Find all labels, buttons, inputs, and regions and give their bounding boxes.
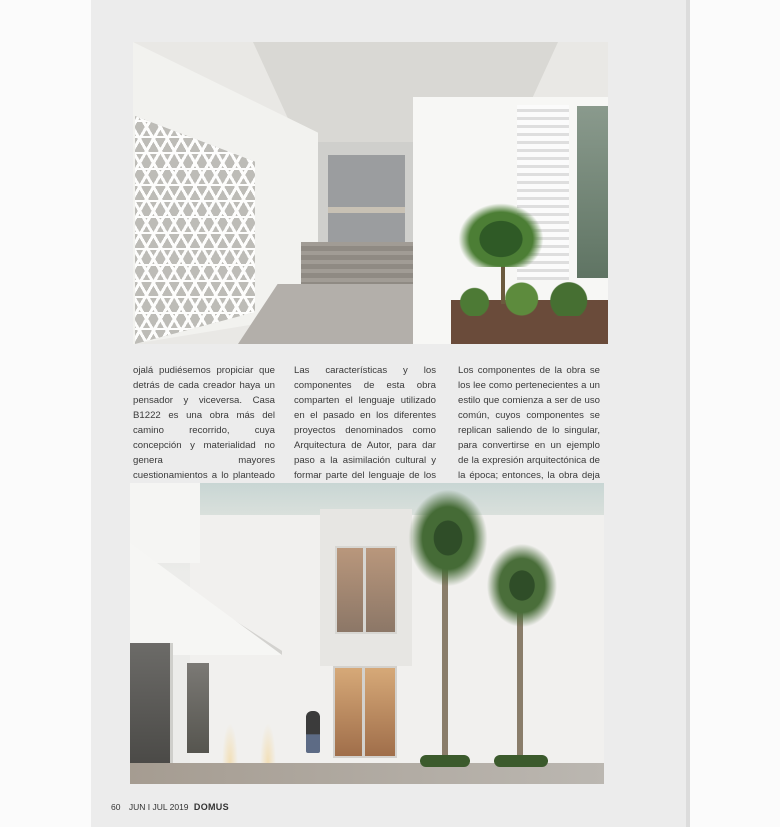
page-footer (111, 802, 235, 812)
text-column-2: Las características y los componentes de esta obra comparten el lenguaje utilizado en el pasado en los diferentes proyectos denominados como Arquitectura de Autor, para dar paso a la asimilación cultural y formar parte del lenguaje de los (294, 365, 436, 481)
photo-groundcover (451, 282, 608, 316)
photo-palm-plant (451, 197, 551, 267)
text-column-3: Los componentes de la obra se los lee como pertenecientes a un estilo que comienza a ser de uso común, cuyos componentes se replican saliendo de lo singular, para convertirse en un ejemplo de la expresión arquitectónica de la época; entonces, la obra deja (458, 365, 600, 481)
photo-front-door (328, 155, 405, 243)
photo-upper-window (335, 546, 397, 634)
issue-date: JUN I JUL 2019 (128, 802, 189, 812)
photo-door-mullion (362, 666, 365, 758)
page-edge (686, 0, 690, 827)
photo-shrub (420, 755, 470, 767)
photo-door-band (328, 207, 405, 213)
page-number: 60 (111, 802, 121, 812)
photo-shrub (494, 755, 548, 767)
photo-glass-door (333, 666, 397, 758)
photo-glass-wall (130, 643, 173, 763)
photo-glass-panel (187, 663, 209, 753)
photo-house-facade (130, 483, 604, 784)
photo-steps (301, 242, 431, 287)
photo-entrance-corridor (133, 42, 608, 344)
photo-palm-crown (482, 538, 562, 633)
photo-wall-light (222, 723, 238, 763)
photo-upper-window-mullion (363, 546, 366, 634)
photo-wall-light (260, 723, 276, 763)
photo-palm-crown (403, 483, 493, 593)
photo-window (577, 106, 608, 278)
magazine-brand: DOMUS (193, 802, 229, 812)
text-column-1: ojalá pudiésemos propiciar que detrás de cada creador haya un pensador y viceversa. Casa B1222 es una obra más del camino recorrido, cuya concepción y materialidad no genera mayores cuestionamientos a lo planteado (133, 365, 275, 481)
photo-person-walking (306, 711, 320, 753)
